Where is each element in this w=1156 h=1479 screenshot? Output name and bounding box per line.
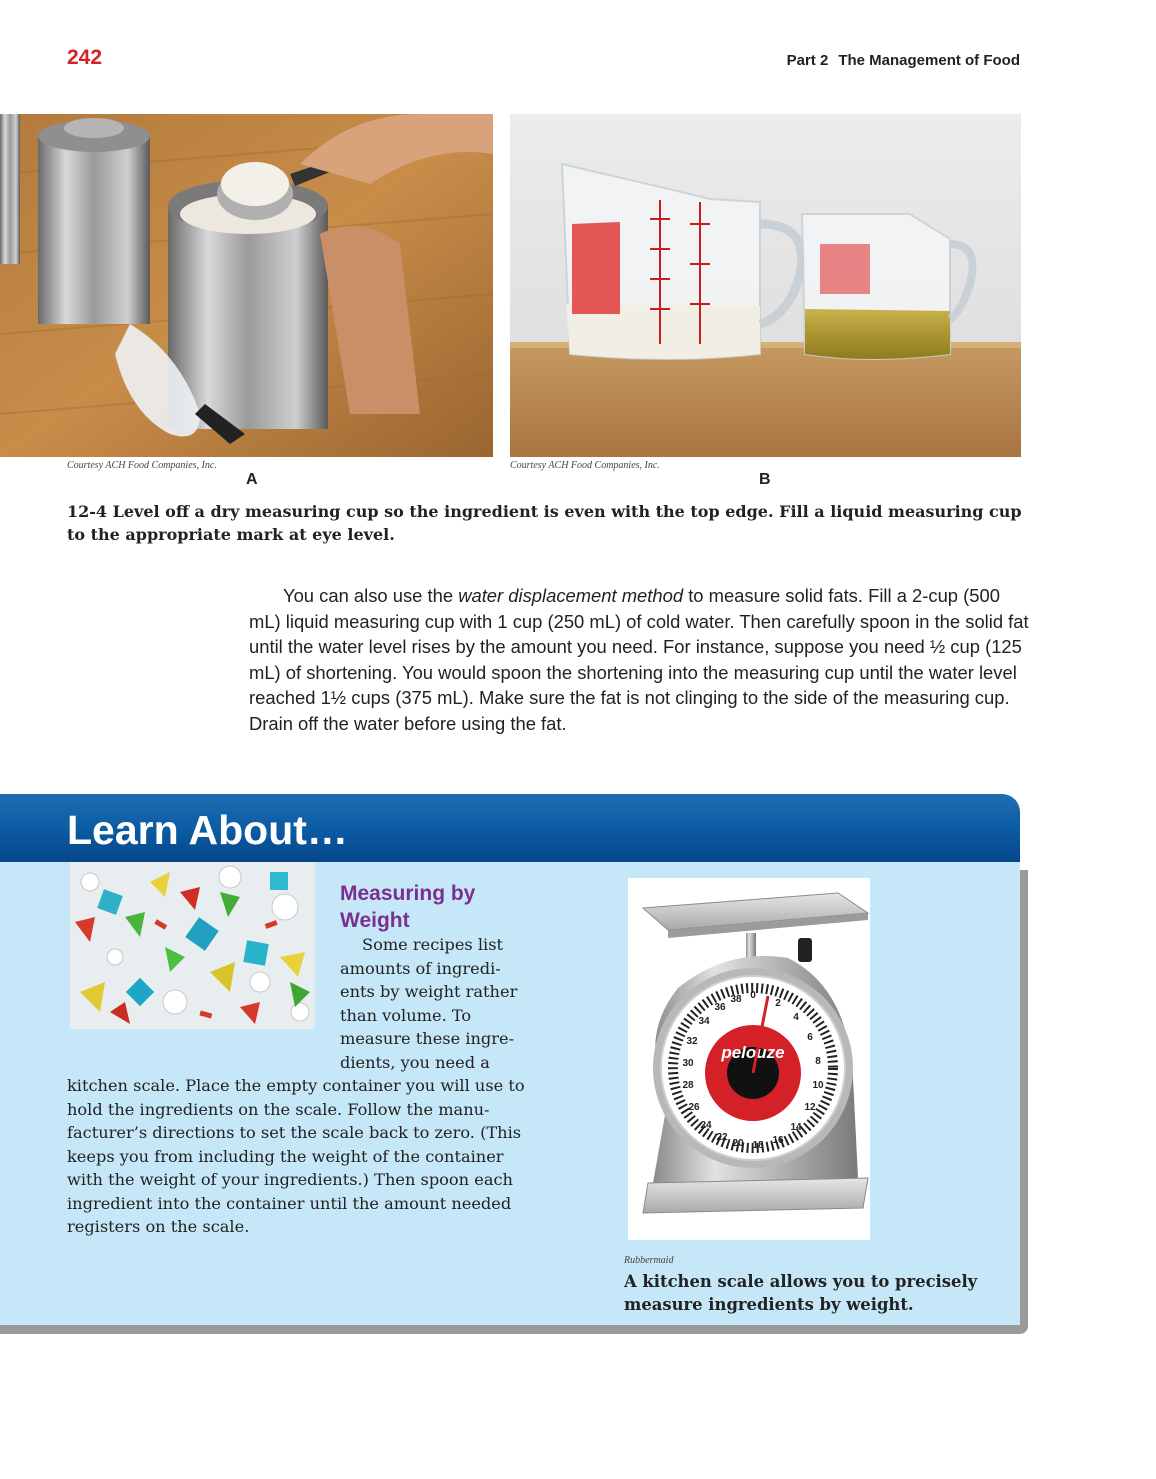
photo-a-letter: A bbox=[246, 471, 258, 488]
photo-b-credit: Courtesy ACH Food Companies, Inc. bbox=[510, 460, 660, 471]
dial-number: 14 bbox=[790, 1122, 802, 1133]
feature-line: amounts of ingredi- bbox=[340, 958, 501, 978]
feature-line: Some recipes list bbox=[362, 935, 504, 954]
dial-number: 30 bbox=[682, 1058, 694, 1069]
scale-caption: A kitchen scale allows you to precisely measure ingredients by weight. bbox=[624, 1272, 978, 1314]
photo-b-letter: B bbox=[759, 471, 771, 488]
dial-number: 28 bbox=[682, 1080, 694, 1091]
dial-number: 2 bbox=[775, 998, 781, 1009]
dial-number: 32 bbox=[686, 1036, 698, 1047]
dial-number: 20 bbox=[732, 1138, 744, 1149]
page-number: 242 bbox=[67, 46, 103, 69]
feature-text-continued: kitchen scale. Place the empty container you will use to hold the ingredients on the scale. Follow the manu-facturer’s directions to set the scale back to zero. (This keeps you from including the weight of the container with the weight of your ingredients.) Then spoon each ingredient into the container until the amount needed registers on the scale. bbox=[67, 1076, 525, 1236]
feature-line: measure these ingre- bbox=[340, 1029, 515, 1048]
running-head-part: Part 2 bbox=[786, 52, 829, 69]
figure-caption: 12-4 Level off a dry measuring cup so the ingredient is even with the top edge. Fill a liquid measuring cup to the appropriate mark at eye level. bbox=[67, 502, 1022, 544]
running-head-title: The Management of Food bbox=[838, 52, 1020, 69]
dial-number: 36 bbox=[714, 1002, 726, 1013]
body-rest: to measure solid fats. Fill a 2-cup (500 mL) liquid measuring cup with 1 cup (250 mL) of cold water. Then carefully spoon in the solid fat until the water level rises by the amount you need. For instance, suppose you need ½ cup (125 mL) of shortening. You would spoon the shortening into the measuring cup until the water level reached 1½ cups (375 mL). Make sure the fat is not clinging to the side of the measuring cup. Drain off the water before using the fat. bbox=[249, 585, 1029, 734]
body-paragraph bbox=[249, 583, 1029, 737]
dial-number: 24 bbox=[700, 1120, 712, 1131]
feature-title: Learn About… bbox=[67, 807, 348, 853]
dial-number: 0 bbox=[750, 990, 756, 1001]
photo-a-credit: Courtesy ACH Food Companies, Inc. bbox=[67, 460, 217, 471]
dial-number: 18 bbox=[752, 1140, 764, 1151]
dial-number: 16 bbox=[772, 1135, 784, 1146]
body-emphasis: water displacement method bbox=[458, 585, 684, 606]
feature-line: dients, you need a bbox=[340, 1052, 490, 1072]
feature-text-wrapped bbox=[340, 933, 525, 1074]
liquid-measuring-illustration bbox=[510, 114, 1021, 457]
feature-line: ents by weight rather bbox=[340, 982, 518, 1001]
feature-heading: Measuring by Weight bbox=[340, 882, 476, 932]
feature-line: than volume. To bbox=[340, 1005, 472, 1025]
kitchen-scale-photo bbox=[628, 878, 870, 1240]
scale-credit: Rubbermaid bbox=[624, 1255, 674, 1266]
dial-number: 12 bbox=[804, 1102, 816, 1113]
body-lead: You can also use the bbox=[283, 585, 459, 606]
running-head bbox=[787, 52, 1020, 69]
kitchen-scale-illustration bbox=[628, 878, 870, 1240]
scale-brand: pelouze bbox=[721, 1043, 785, 1062]
dry-measuring-illustration bbox=[0, 114, 493, 457]
dial-number: 10 bbox=[812, 1080, 824, 1091]
dial-number: 4 bbox=[793, 1012, 799, 1023]
photo-liquid-measuring-cups bbox=[510, 114, 1021, 457]
photo-dry-measuring-cup bbox=[0, 114, 493, 457]
colorful-shapes-illustration bbox=[70, 862, 315, 1029]
molecule-graphic bbox=[70, 862, 315, 1029]
dial-number: 26 bbox=[688, 1102, 700, 1113]
dial-number: 22 bbox=[716, 1132, 728, 1143]
dial-number: 38 bbox=[730, 994, 742, 1005]
dial-number: 6 bbox=[807, 1032, 813, 1043]
dial-number: 8 bbox=[815, 1056, 821, 1067]
dial-number: 34 bbox=[698, 1016, 710, 1027]
